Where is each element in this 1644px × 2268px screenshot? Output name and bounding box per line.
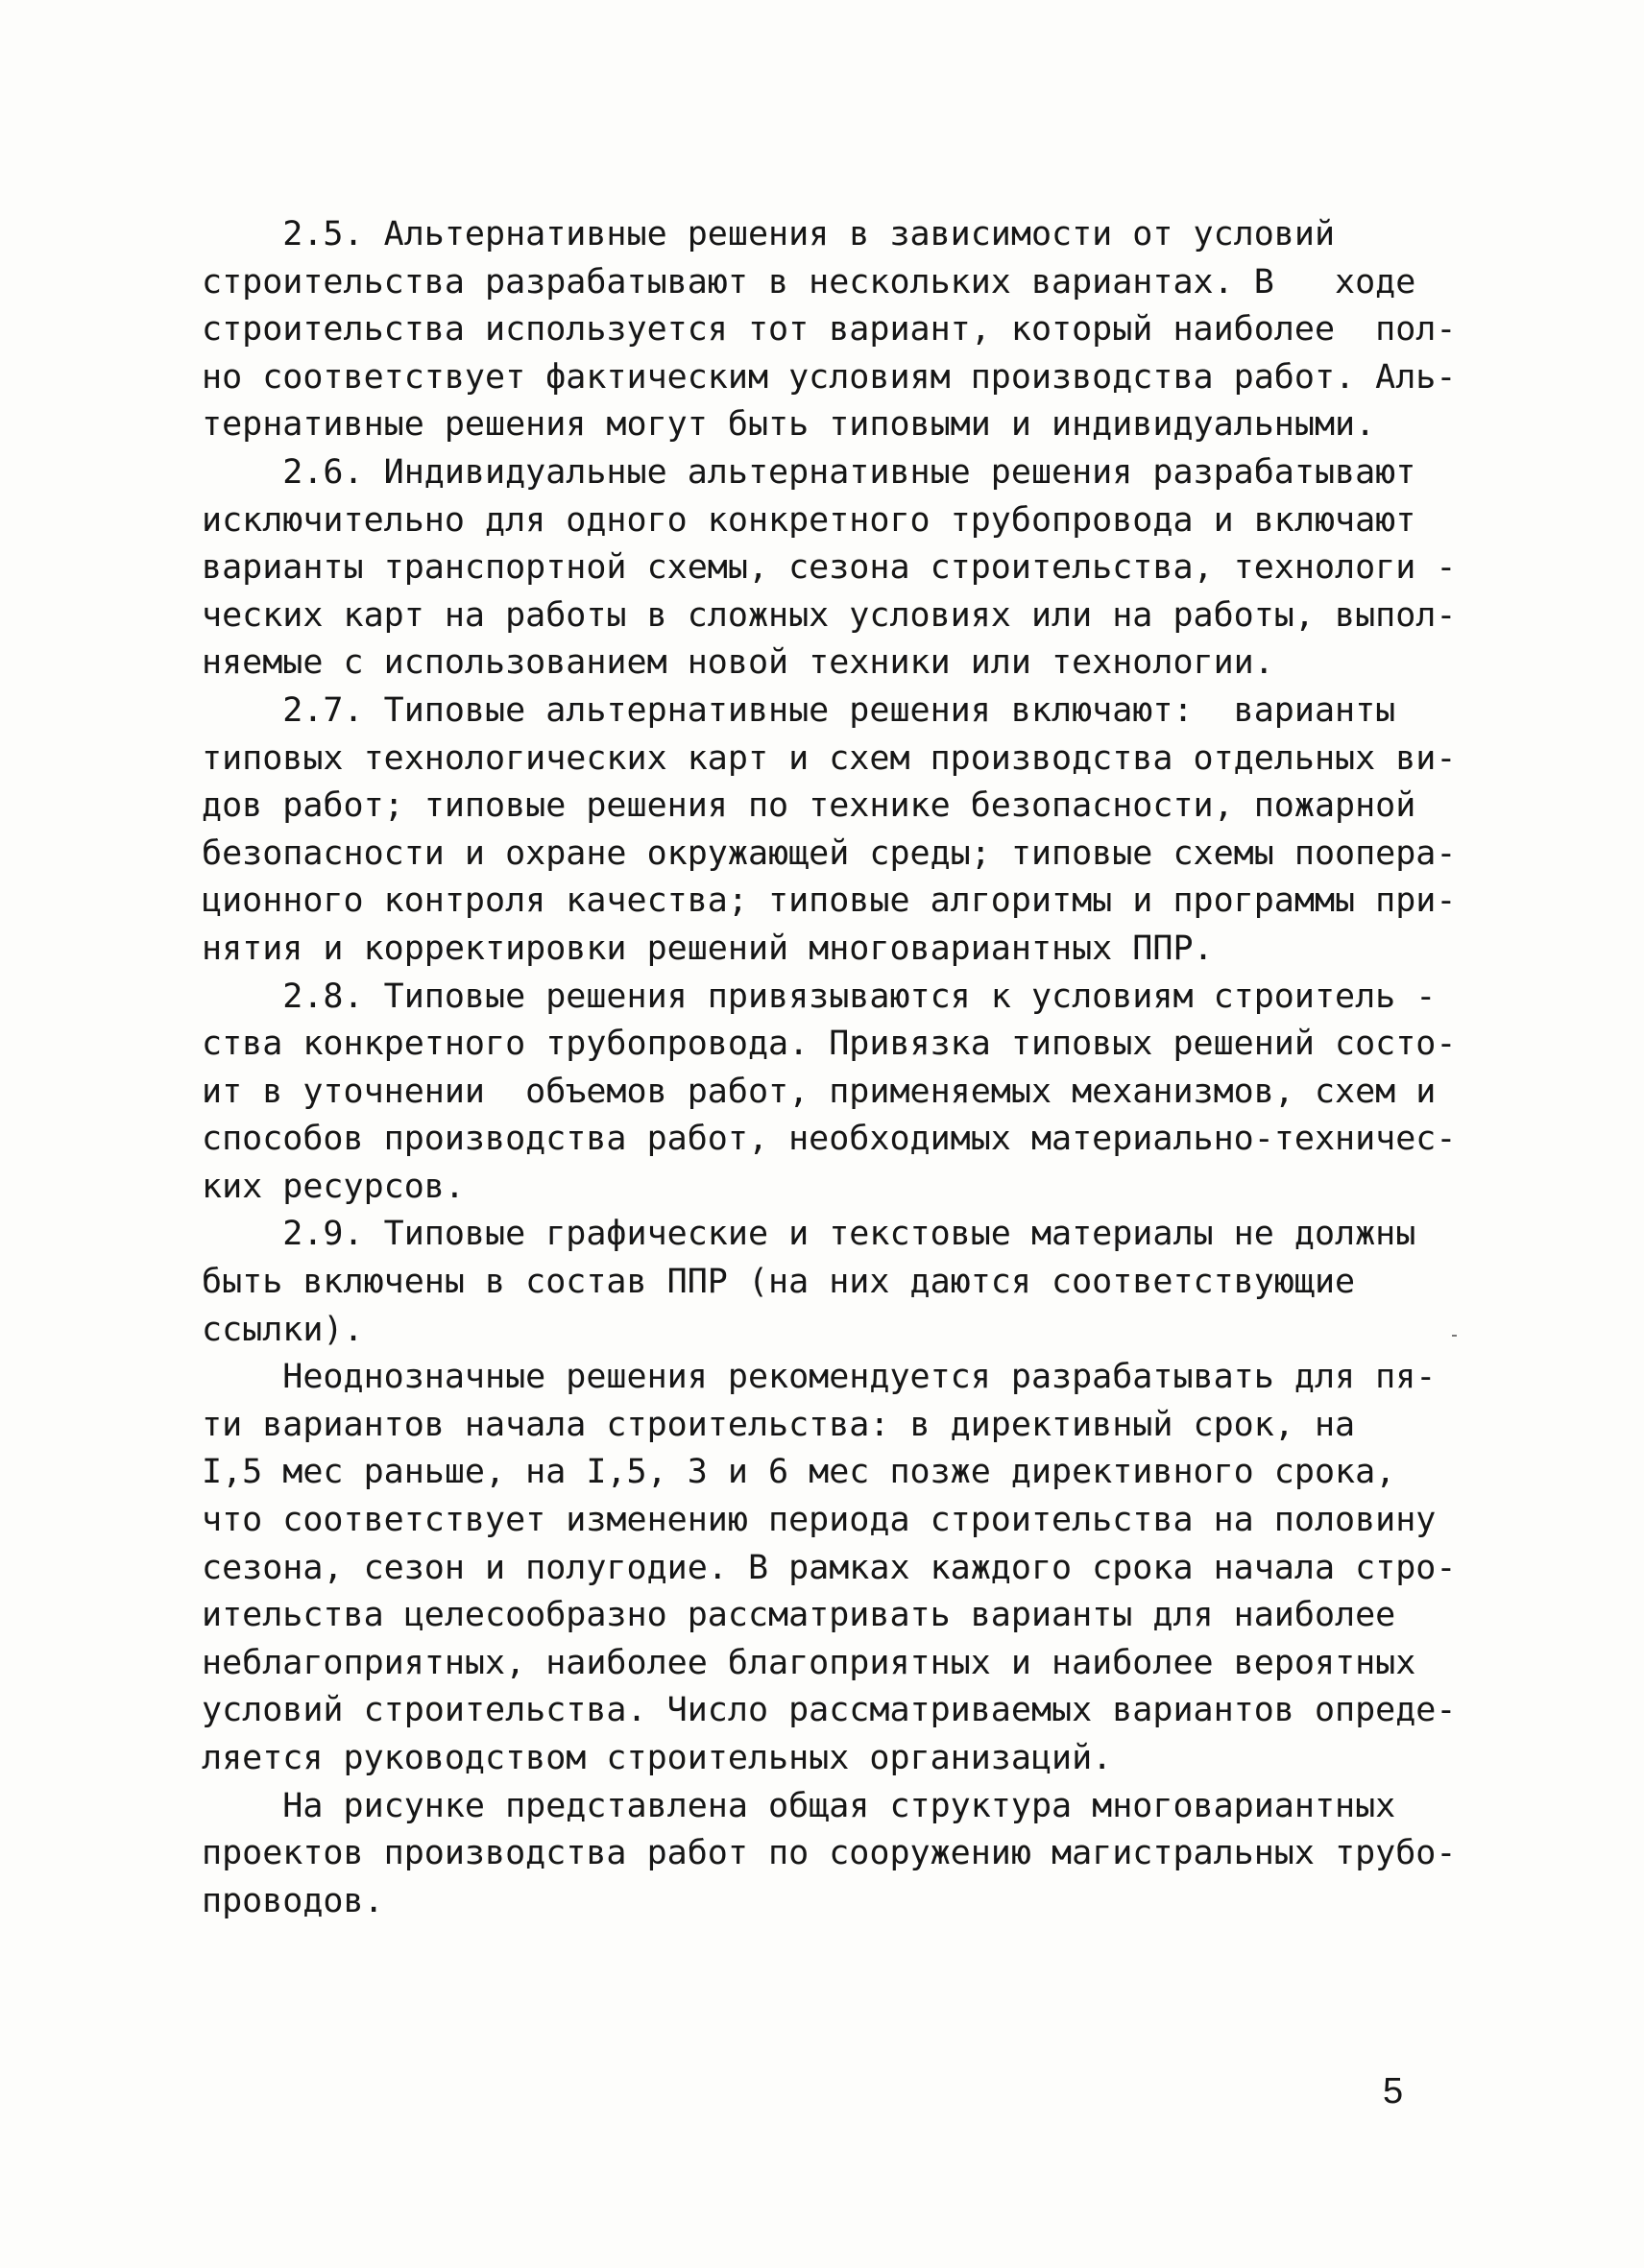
body-text <box>202 211 1457 1925</box>
text-line: безопасности и охране окружающей среды; типовые схемы поопера- <box>202 833 1457 873</box>
text-line: 2.8. Типовые решения привязываются к условиям строитель - <box>202 977 1437 1016</box>
text-line: ляется руководством строительных организаций. <box>202 1739 1113 1777</box>
text-line: ссылки). <box>202 1310 364 1349</box>
text-line: ительства целесообразно рассматривать варианты для наиболее <box>202 1596 1396 1635</box>
text-line: ческих карт на работы в сложных условиях или на работы, выпол- <box>202 595 1457 635</box>
text-line: 2.5. Альтернативные решения в зависимости от условий <box>202 215 1336 253</box>
text-line: что соответствует изменению периода строительства на половину <box>202 1501 1437 1540</box>
text-line: ционного контроля качества; типовые алгоритмы и программы при- <box>202 881 1457 921</box>
text-line: неблагоприятных, наиболее благоприятных и наиболее вероятных <box>202 1643 1416 1682</box>
text-line: ства конкретного трубопровода. Привязка типовых решений состо- <box>202 1025 1457 1064</box>
text-line: проводов. <box>202 1881 384 1920</box>
text-line: сезона, сезон и полугодие. В рамках каждого срока начала стро- <box>202 1548 1457 1587</box>
text-line: строительства используется тот вариант, который наиболее пол- <box>202 310 1457 350</box>
text-line: ти вариантов начала строительства: в директивный срок, на <box>202 1405 1356 1444</box>
text-line: исключительно для одного конкретного трубопровода и включают <box>202 500 1416 540</box>
text-line: дов работ; типовые решения по технике безопасности, пожарной <box>202 786 1416 826</box>
text-line: няемые с использованием новой техники или технологии. <box>202 643 1274 683</box>
scan-speck <box>1452 1335 1457 1337</box>
text-line: На рисунке представлена общая структура многовариантных <box>202 1786 1396 1825</box>
text-line: проектов производства работ по сооружению магистральных трубо- <box>202 1834 1457 1873</box>
text-line: быть включены в состав ППР (на них даются соответствующие <box>202 1263 1356 1302</box>
page-number: 5 <box>1383 2071 1404 2111</box>
text-line: Неоднозначные решения рекомендуется разрабатывать для пя- <box>202 1358 1437 1397</box>
text-line: типовых технологических карт и схем производства отдельных ви- <box>202 738 1457 778</box>
text-line: нятия и корректировки решений многовариантных ППР. <box>202 929 1214 968</box>
text-line: способов производства работ, необходимых материально-техничес- <box>202 1120 1457 1159</box>
text-line: строительства разрабатывают в нескольких вариантах. В ходе <box>202 262 1416 302</box>
text-line: варианты транспортной схемы, сезона строительства, технологи - <box>202 548 1457 588</box>
text-line: ких ресурсов. <box>202 1167 465 1206</box>
text-line: условий строительства. Число рассматриваемых вариантов опреде- <box>202 1691 1457 1730</box>
text-line: 2.6. Индивидуальные альтернативные решения разрабатывают <box>202 452 1416 492</box>
text-line: но соответствует фактическим условиям производства работ. Аль- <box>202 357 1457 397</box>
text-line: 2.7. Типовые альтернативные решения включают: варианты <box>202 690 1396 730</box>
text-line: ит в уточнении объемов работ, применяемых механизмов, схем и <box>202 1072 1437 1111</box>
text-line: I,5 мес раньше, на I,5, 3 и 6 мес позже директивного срока, <box>202 1453 1396 1492</box>
text-line: тернативные решения могут быть типовыми и индивидуальными. <box>202 405 1376 445</box>
text-line: 2.9. Типовые графические и текстовые материалы не должны <box>202 1215 1416 1254</box>
